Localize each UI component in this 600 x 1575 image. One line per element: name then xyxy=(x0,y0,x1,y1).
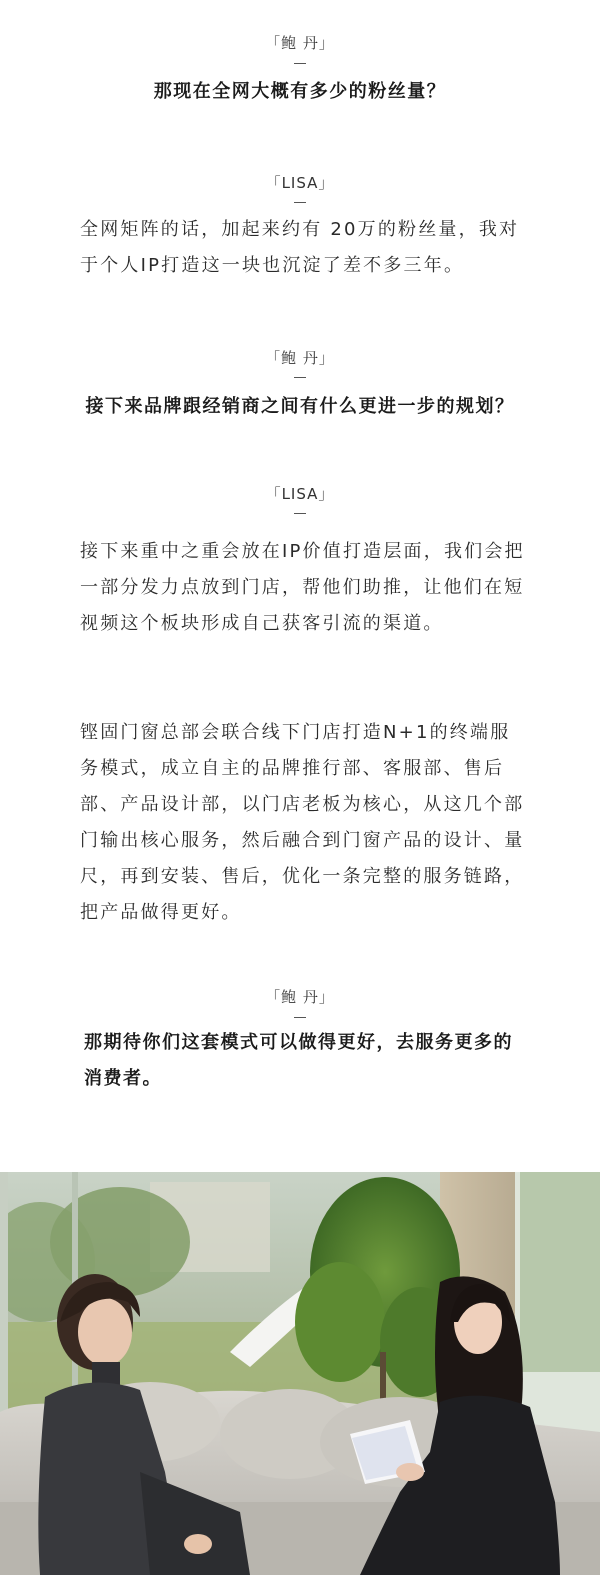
speaker-divider xyxy=(294,377,306,378)
speaker-divider xyxy=(294,513,306,514)
speaker-divider xyxy=(294,63,306,64)
question-text: 那现在全网大概有多少的粉丝量？ xyxy=(153,81,447,102)
speaker-divider xyxy=(294,202,306,203)
answer-paragraph: 铿固门窗总部会联合线下门店打造N+1的终端服务模式，成立自主的品牌推行部、客服部、售后部、产品设计部，以门店老板为核心，从这几个部门输出核心服务，然后融合到门窗产品的设计、量尺，再到安装、售后，优化一条完整的服务链路，把产品做得更好。 xyxy=(80,722,525,923)
answer-paragraph: 接下来重中之重会放在IP价值打造层面，我们会把一部分发力点放到门店，帮他们助推，让他们在短视频这个板块形成自己获客引流的渠道。 xyxy=(80,541,525,634)
speaker-label: 「LISA」 xyxy=(265,174,335,192)
speaker-label: 「鲍 丹」 xyxy=(265,988,335,1006)
question-text: 接下来品牌跟经销商之间有什么更进一步的规划？ xyxy=(85,396,515,417)
interview-photo xyxy=(0,1172,600,1575)
question-text: 那期待你们这套模式可以做得更好，去服务更多的消费者。 xyxy=(84,1032,513,1089)
speaker-label: 「鲍 丹」 xyxy=(265,34,335,52)
speaker-label: 「鲍 丹」 xyxy=(265,349,335,367)
answer-paragraph: 全网矩阵的话，加起来约有 20万的粉丝量，我对于个人IP打造这一块也沉淀了差不多三年。 xyxy=(80,219,520,276)
speaker-divider xyxy=(294,1017,306,1018)
speaker-label: 「LISA」 xyxy=(265,485,335,503)
